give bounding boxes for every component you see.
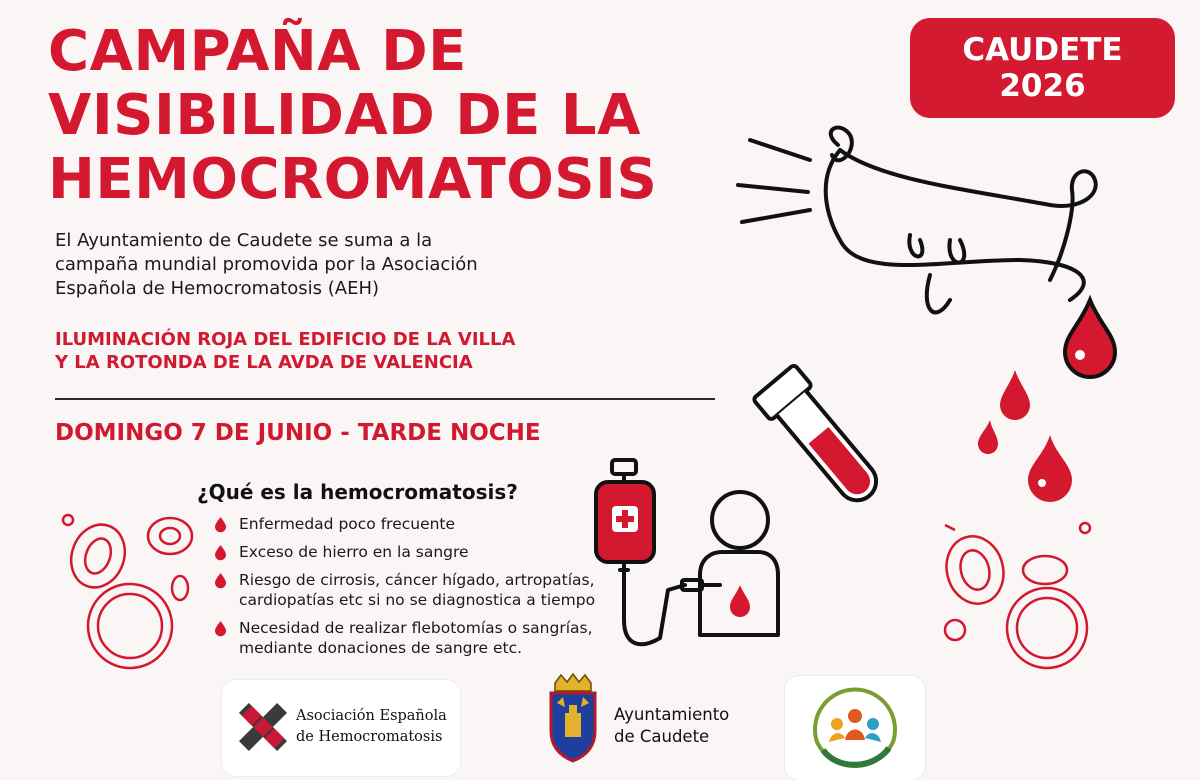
ayuntamiento-line: de Caudete: [614, 727, 710, 746]
campaign-title: [48, 20, 657, 212]
illumination-notice: [55, 328, 515, 374]
blood-drop-icon: [215, 621, 226, 636]
list-item: [215, 542, 595, 562]
list-item: [215, 570, 595, 610]
red-blood-cell-icon: [935, 520, 1105, 680]
fact-text: Necesidad de realizar flebotomías o sangrías,: [239, 619, 593, 637]
list-item: [215, 514, 595, 534]
blood-drop-icon: [215, 545, 226, 560]
highlight-line: Y LA ROTONDA DE LA AVDA DE VALENCIA: [55, 352, 473, 373]
patient-icon: [712, 492, 768, 548]
blood-drop-icon: [215, 573, 226, 588]
ayuntamiento-line: Ayuntamiento: [614, 705, 730, 724]
badge-year: 2026: [999, 68, 1086, 104]
intro-line: campaña mundial promovida por la Asociación: [55, 254, 478, 275]
fact-text: cardiopatías etc si no se diagnostica a tiempo: [239, 591, 596, 609]
red-blood-cell-icon: [60, 508, 210, 678]
divider: [55, 398, 715, 400]
aeh-name: [296, 706, 447, 748]
aeh-logo-card: [222, 680, 460, 776]
ayuntamiento-name: [614, 704, 729, 748]
aeh-logo-icon: [236, 700, 290, 754]
title-line: HEMOCROMATOSIS: [48, 147, 658, 212]
aeh-line: Asociación Española: [296, 708, 447, 724]
concejalia-logo-icon: [807, 682, 903, 774]
concejalia-logo-card: [785, 676, 925, 780]
question-heading: ¿Qué es la hemocromatosis?: [197, 480, 518, 504]
coat-of-arms-icon: [547, 673, 599, 763]
title-line: VISIBILIDAD DE LA: [48, 83, 641, 148]
fact-text: Riesgo de cirrosis, cáncer hígado, artropatías,: [239, 571, 595, 589]
title-line: CAMPAÑA DE: [48, 19, 467, 84]
blood-donation-illustration: [590, 460, 790, 670]
event-date: DOMINGO 7 DE JUNIO - TARDE NOCHE: [55, 420, 541, 446]
intro-line: El Ayuntamiento de Caudete se suma a la: [55, 230, 433, 251]
fact-text: Exceso de hierro en la sangre: [239, 543, 469, 561]
fact-text: Enfermedad poco frecuente: [239, 515, 456, 533]
list-item: [215, 618, 595, 658]
location-year-badge: [910, 18, 1175, 118]
aeh-line: de Hemocromatosis: [296, 729, 443, 745]
highlight-line: ILUMINACIÓN ROJA DEL EDIFICIO DE LA VILLA: [55, 329, 516, 350]
intro-text: [55, 229, 575, 301]
facts-list: [215, 514, 595, 666]
fact-text: mediante donaciones de sangre etc.: [239, 639, 523, 657]
badge-location: CAUDETE: [962, 32, 1123, 68]
falling-drops: [970, 370, 1090, 510]
intro-line: Española de Hemocromatosis (AEH): [55, 278, 380, 299]
blood-drop-icon: [215, 517, 226, 532]
